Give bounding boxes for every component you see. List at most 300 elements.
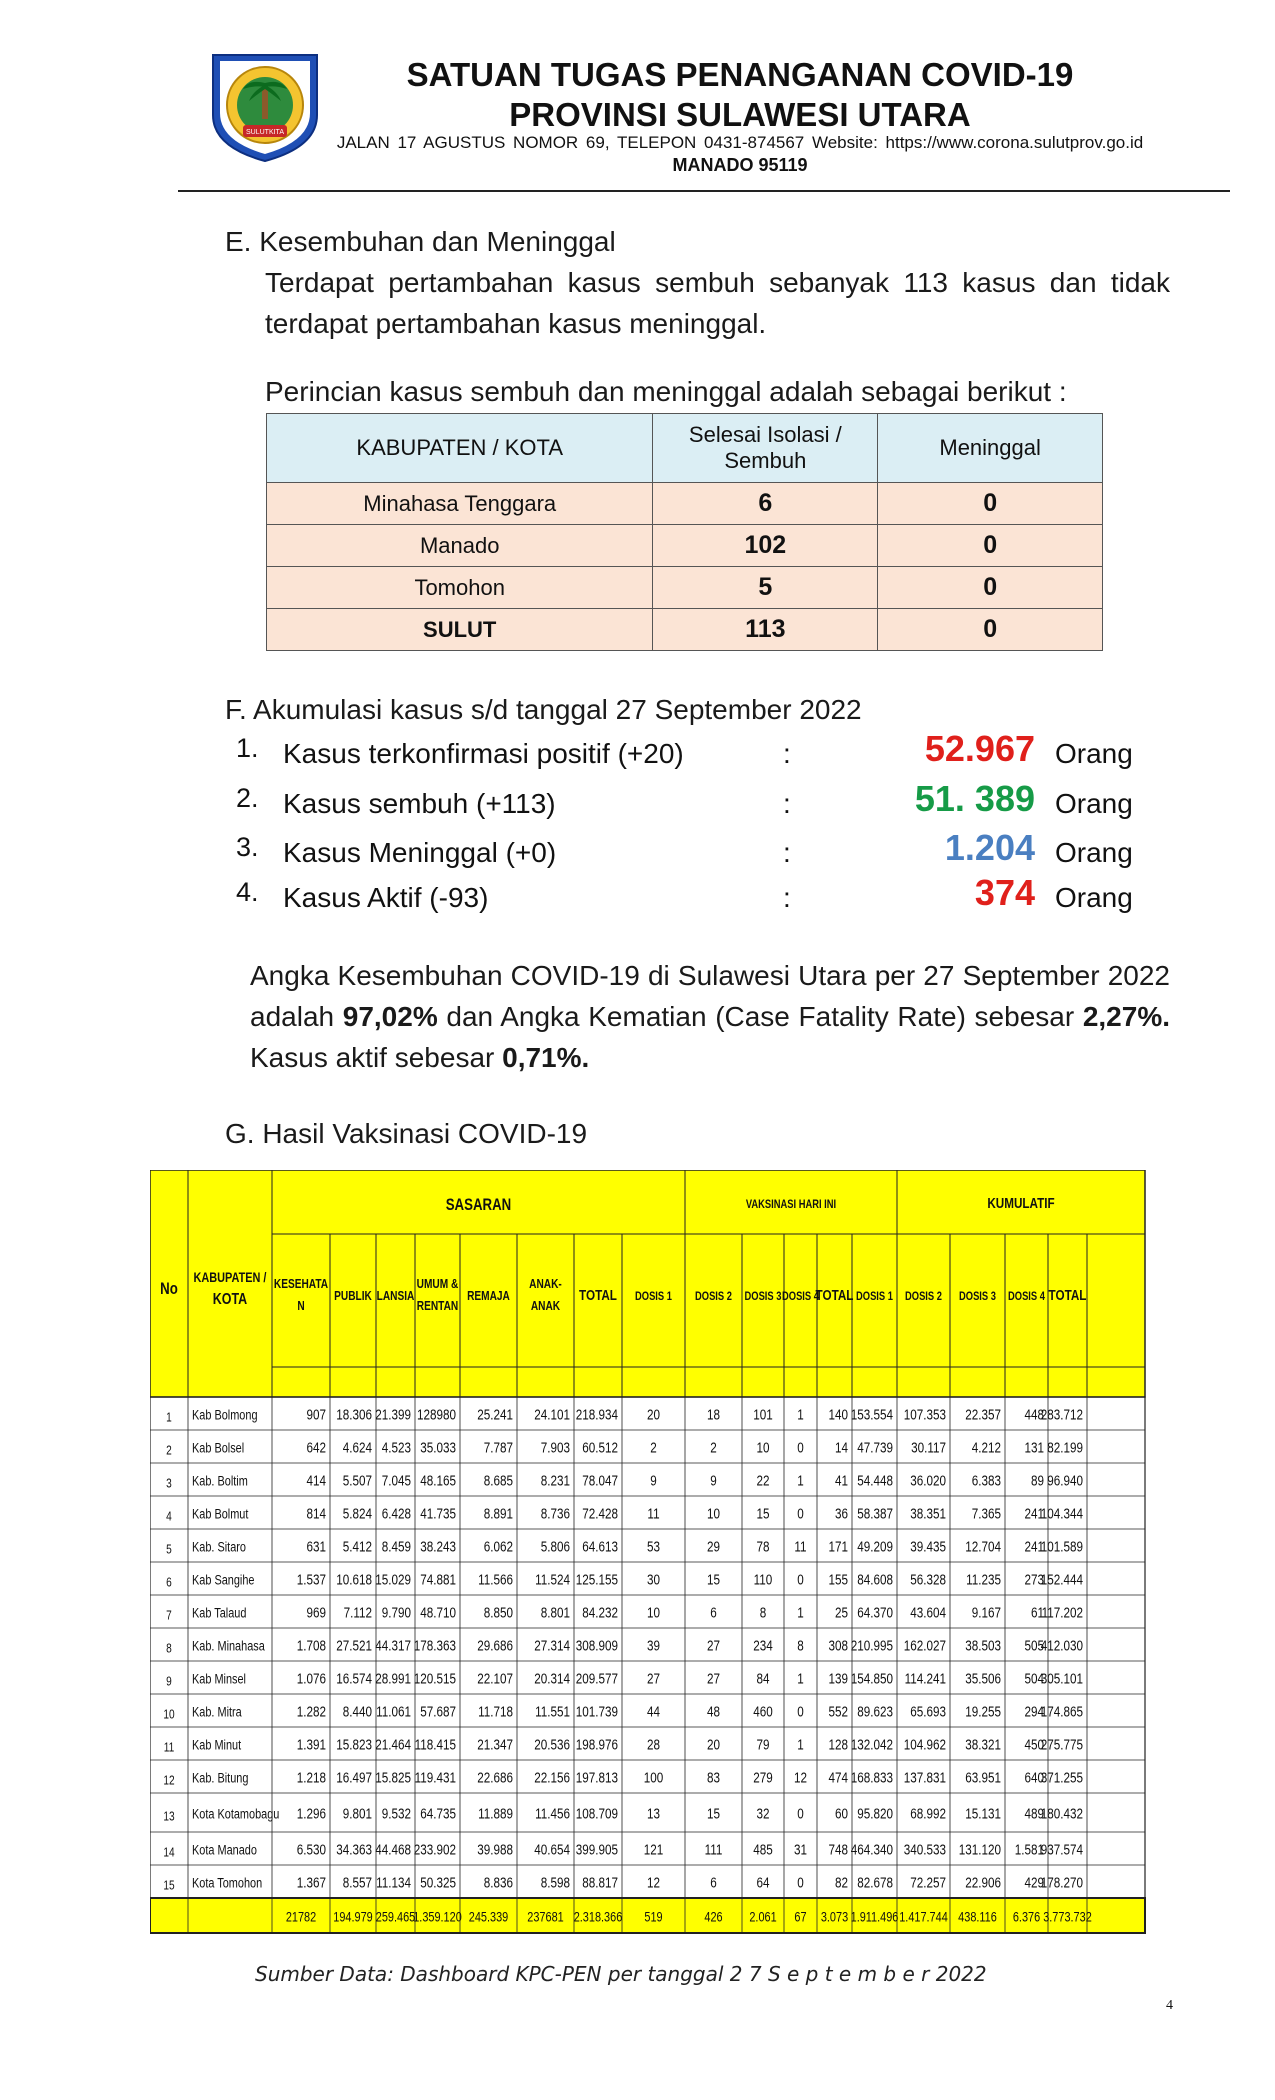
item-label: Kasus terkonfirmasi positif (+20): [283, 738, 684, 769]
item-value: 374: [974, 872, 1035, 913]
row-no-cell: 15: [163, 1878, 175, 1893]
row-value-cell: 178.363: [413, 1637, 456, 1654]
row-value-cell: 128: [828, 1736, 848, 1753]
row-value-cell: 11.718: [478, 1703, 513, 1720]
row-value-cell: 15.825: [375, 1769, 411, 1786]
row-value-cell: 485: [753, 1841, 773, 1858]
item-unit: Orang: [1055, 738, 1133, 769]
row-no-cell: 14: [163, 1845, 175, 1860]
row-value-cell: 64: [756, 1874, 770, 1891]
row-value-cell: 36: [834, 1505, 848, 1522]
header-divider: [178, 190, 1230, 192]
group-header-sasaran: SASARAN: [445, 1195, 512, 1215]
row-value-cell: 1.076: [296, 1670, 326, 1687]
row-no-cell: 1: [166, 1410, 172, 1425]
province-title: PROVINSI SULAWESI UTARA: [509, 96, 971, 133]
row-value-cell: 20.314: [534, 1670, 570, 1687]
row-value-cell: 1.581: [1014, 1841, 1044, 1858]
total-value-cell: 519: [644, 1909, 663, 1925]
row-value-cell: 0: [797, 1805, 804, 1822]
row-name-cell: Kab. Bitung: [192, 1770, 249, 1786]
row-value-cell: 15: [756, 1505, 770, 1522]
header-cell: KABUPATEN / KOTA: [267, 414, 653, 483]
row-value-cell: 11.134: [376, 1874, 411, 1891]
row-value-cell: 47.739: [857, 1439, 893, 1456]
row-value-cell: 642: [306, 1439, 326, 1456]
row-no-cell: 3: [166, 1476, 172, 1491]
total-value-cell: 259.465: [375, 1909, 416, 1925]
row-name-cell: Kota Kotamobagu: [192, 1806, 280, 1822]
row-value-cell: 100: [643, 1769, 664, 1786]
row-value-cell: 20: [646, 1406, 661, 1423]
death-cell: 0: [878, 483, 1103, 525]
row-value-cell: 11.061: [376, 1703, 411, 1720]
row-value-cell: 9.801: [342, 1805, 372, 1822]
row-value-cell: 15.029: [375, 1571, 411, 1588]
row-value-cell: 178.270: [1040, 1874, 1083, 1891]
column-header: TOTAL: [1048, 1286, 1087, 1304]
row-value-cell: 748: [828, 1841, 848, 1858]
row-value-cell: 72.257: [910, 1874, 946, 1891]
row-value-cell: 814: [306, 1505, 326, 1522]
row-value-cell: 505: [1024, 1637, 1044, 1654]
row-value-cell: 1.708: [296, 1637, 326, 1654]
active-rate: 0,71%.: [502, 1042, 590, 1073]
column-header: DOSIS 3: [744, 1289, 782, 1304]
row-value-cell: 120.515: [413, 1670, 456, 1687]
row-value-cell: 119.431: [414, 1769, 456, 1786]
row-value-cell: 0: [797, 1439, 804, 1456]
row-value-cell: 414: [306, 1472, 326, 1489]
row-value-cell: 139: [828, 1670, 848, 1687]
row-value-cell: 49.209: [857, 1538, 893, 1555]
row-value-cell: 22.107: [477, 1670, 513, 1687]
row-value-cell: 9: [710, 1472, 717, 1489]
row-value-cell: 25: [834, 1604, 848, 1621]
row-value-cell: 131.120: [958, 1841, 1001, 1858]
row-value-cell: 95.820: [857, 1805, 893, 1822]
row-name-cell: Kab Bolmut: [192, 1506, 249, 1522]
row-value-cell: 234: [753, 1637, 773, 1654]
row-value-cell: 241: [1024, 1538, 1044, 1555]
row-value-cell: 6: [710, 1874, 717, 1891]
row-value-cell: 22.686: [477, 1769, 513, 1786]
row-value-cell: 107.353: [903, 1406, 946, 1423]
row-value-cell: 1.296: [296, 1805, 326, 1822]
row-value-cell: 18: [706, 1406, 721, 1423]
column-header-name: KOTA: [212, 1290, 248, 1309]
row-value-cell: 210.995: [850, 1637, 893, 1654]
row-value-cell: 50.325: [420, 1874, 456, 1891]
row-value-cell: 2: [650, 1439, 657, 1456]
row-value-cell: 8.850: [483, 1604, 513, 1621]
row-value-cell: 12.704: [965, 1538, 1001, 1555]
row-value-cell: 10: [706, 1505, 721, 1522]
row-value-cell: 11.566: [478, 1571, 513, 1588]
row-value-cell: 7.903: [540, 1439, 570, 1456]
row-value-cell: 10: [756, 1439, 770, 1456]
row-value-cell: 6.383: [971, 1472, 1001, 1489]
row-value-cell: 8.891: [483, 1505, 513, 1522]
row-value-cell: 84: [756, 1670, 770, 1687]
row-value-cell: 48.710: [420, 1604, 456, 1621]
table-row: [267, 567, 1103, 609]
row-no-cell: 12: [163, 1773, 175, 1788]
total-value-cell: 3.773.732: [1043, 1909, 1092, 1925]
row-value-cell: 128980: [416, 1406, 456, 1423]
item-unit: Orang: [1055, 788, 1133, 819]
row-value-cell: 21.464: [375, 1736, 411, 1753]
row-value-cell: 36.020: [910, 1472, 946, 1489]
row-value-cell: 8.459: [381, 1538, 411, 1555]
table-row: [267, 483, 1103, 525]
recovered-cell: 5: [653, 567, 878, 609]
column-header: DOSIS 1: [635, 1289, 672, 1304]
row-value-cell: 114.241: [904, 1670, 946, 1687]
row-value-cell: 11.551: [535, 1703, 570, 1720]
row-value-cell: 29.686: [477, 1637, 513, 1654]
row-value-cell: 72.428: [582, 1505, 618, 1522]
row-value-cell: 5.507: [342, 1472, 372, 1489]
row-value-cell: 907: [306, 1406, 326, 1423]
row-value-cell: 0: [797, 1571, 804, 1588]
row-value-cell: 83: [706, 1769, 721, 1786]
row-value-cell: 78: [756, 1538, 770, 1555]
row-value-cell: 78.047: [582, 1472, 618, 1489]
column-header: ANAK: [530, 1298, 561, 1314]
row-value-cell: 1: [797, 1406, 804, 1423]
group-header-kumulatif: KUMULATIF: [987, 1194, 1055, 1212]
row-value-cell: 0: [797, 1703, 804, 1720]
total-value-cell: 3.073: [820, 1909, 849, 1925]
item-label: Kasus Aktif (-93): [283, 882, 489, 913]
row-name-cell: Kota Manado: [192, 1842, 257, 1858]
column-header-no: No: [160, 1279, 178, 1299]
row-value-cell: 7.112: [343, 1604, 372, 1621]
row-value-cell: 15: [706, 1571, 721, 1588]
column-header: PUBLIK: [334, 1288, 372, 1304]
recovered-cell: 6: [653, 483, 878, 525]
row-value-cell: 1: [797, 1736, 804, 1753]
row-value-cell: 11.456: [535, 1805, 570, 1822]
row-value-cell: 39.435: [910, 1538, 946, 1555]
row-value-cell: 8.440: [342, 1703, 372, 1720]
source-note: Sumber Data: Dashboard KPC-PEN per tanggal 2 7 S e p t e m b e r 2022: [255, 1962, 987, 1986]
row-value-cell: 8: [797, 1637, 804, 1654]
row-value-cell: 22.156: [534, 1769, 570, 1786]
row-value-cell: 22.906: [965, 1874, 1001, 1891]
item-value: 1.204: [944, 827, 1035, 868]
row-value-cell: 101: [753, 1406, 773, 1423]
row-value-cell: 35.506: [965, 1670, 1001, 1687]
row-value-cell: 34.363: [336, 1841, 372, 1858]
row-value-cell: 24.101: [534, 1406, 570, 1423]
column-header-name: KABUPATEN /: [193, 1269, 267, 1286]
recovery-rate: 97,02%: [342, 1001, 438, 1032]
row-value-cell: 16.497: [336, 1769, 372, 1786]
row-value-cell: 22.357: [965, 1406, 1001, 1423]
row-value-cell: 79: [756, 1736, 770, 1753]
row-value-cell: 11: [647, 1505, 660, 1522]
group-header-hari-ini: VAKSINASI HARI INI: [745, 1197, 837, 1212]
total-value-cell: 237681: [527, 1909, 564, 1925]
row-value-cell: 121: [643, 1841, 664, 1858]
table-header-row: [267, 414, 1103, 483]
column-header: ANAK-: [529, 1276, 562, 1292]
row-value-cell: 308: [828, 1637, 848, 1654]
row-value-cell: 132.042: [850, 1736, 893, 1753]
column-header: N: [297, 1298, 305, 1314]
row-value-cell: 969: [306, 1604, 326, 1621]
row-value-cell: 54.448: [857, 1472, 893, 1489]
row-value-cell: 8.836: [483, 1874, 513, 1891]
total-value-cell: 1.417.744: [899, 1909, 948, 1925]
row-value-cell: 9.790: [381, 1604, 411, 1621]
recovered-cell: 102: [653, 525, 878, 567]
row-value-cell: 8.801: [540, 1604, 570, 1621]
row-name-cell: Kab. Mitra: [192, 1704, 242, 1720]
row-value-cell: 273: [1024, 1571, 1044, 1588]
row-value-cell: 474: [828, 1769, 848, 1786]
total-value-cell: 438.116: [958, 1909, 997, 1925]
row-value-cell: 9.167: [971, 1604, 1001, 1621]
row-no-cell: 13: [163, 1809, 175, 1824]
row-value-cell: 38.321: [965, 1736, 1001, 1753]
row-value-cell: 305.101: [1040, 1670, 1083, 1687]
row-value-cell: 60: [834, 1805, 848, 1822]
region-cell: Tomohon: [267, 567, 653, 609]
row-value-cell: 12: [793, 1769, 808, 1786]
row-value-cell: 110: [753, 1571, 773, 1588]
column-header: DOSIS 2: [695, 1289, 732, 1304]
row-value-cell: 6.062: [483, 1538, 513, 1555]
row-value-cell: 11.889: [478, 1805, 513, 1822]
row-value-cell: 131: [1024, 1439, 1044, 1456]
row-value-cell: 111: [704, 1841, 723, 1858]
row-value-cell: 162.027: [903, 1637, 946, 1654]
row-value-cell: 41: [834, 1472, 848, 1489]
row-value-cell: 241: [1024, 1505, 1044, 1522]
row-value-cell: 15.823: [336, 1736, 372, 1753]
row-value-cell: 38.503: [965, 1637, 1001, 1654]
row-value-cell: 283.712: [1040, 1406, 1083, 1423]
row-value-cell: 153.554: [850, 1406, 893, 1423]
row-value-cell: 38.351: [910, 1505, 946, 1522]
row-value-cell: 30: [646, 1571, 661, 1588]
row-value-cell: 552: [828, 1703, 848, 1720]
page-number: 4: [1166, 1998, 1173, 2013]
recovered-cell: 113: [653, 609, 878, 651]
row-no-cell: 2: [166, 1443, 172, 1458]
row-value-cell: 1: [797, 1472, 804, 1489]
row-value-cell: 64.370: [857, 1604, 893, 1621]
total-value-cell: 2.061: [749, 1909, 777, 1925]
row-value-cell: 43.604: [910, 1604, 946, 1621]
row-value-cell: 48.165: [420, 1472, 456, 1489]
region-cell: SULUT: [267, 609, 653, 651]
recovery-death-table: [266, 413, 1103, 651]
row-value-cell: 0: [797, 1874, 804, 1891]
row-value-cell: 1: [797, 1670, 804, 1687]
row-value-cell: 294: [1024, 1703, 1044, 1720]
province-logo: [205, 45, 325, 165]
row-value-cell: 174.865: [1040, 1703, 1083, 1720]
row-value-cell: 233.902: [413, 1841, 456, 1858]
row-value-cell: 18.306: [336, 1406, 372, 1423]
row-name-cell: Kota Tomohon: [192, 1875, 263, 1891]
row-value-cell: 125.155: [575, 1571, 618, 1588]
row-value-cell: 89.623: [857, 1703, 893, 1720]
row-value-cell: 60.512: [582, 1439, 618, 1456]
row-value-cell: 74.881: [420, 1571, 456, 1588]
fatality-rate: 2,27%.: [1082, 1001, 1170, 1032]
row-value-cell: 27.314: [534, 1637, 570, 1654]
row-value-cell: 8.231: [540, 1472, 570, 1489]
column-header: LANSIA: [376, 1288, 415, 1304]
total-value-cell: 1.911.496: [850, 1909, 899, 1925]
row-value-cell: 63.951: [965, 1769, 1001, 1786]
row-value-cell: 1.367: [296, 1874, 326, 1891]
row-value-cell: 6.428: [381, 1505, 411, 1522]
row-value-cell: 44.468: [375, 1841, 411, 1858]
row-value-cell: 12: [646, 1874, 661, 1891]
row-value-cell: 8.736: [540, 1505, 570, 1522]
row-value-cell: 308.909: [575, 1637, 618, 1654]
row-name-cell: Kab Bolsel: [192, 1440, 245, 1456]
row-value-cell: 30.117: [911, 1439, 946, 1456]
total-value-cell: 21782: [285, 1909, 317, 1925]
table-total-row: [267, 609, 1103, 651]
row-value-cell: 6.530: [296, 1841, 326, 1858]
row-value-cell: 180.432: [1040, 1805, 1083, 1822]
rates-paragraph: Angka Kesembuhan COVID-19 di Sulawesi Utara per 27 September 2022 adalah 97,02% dan Angka Kematian (Case Fatality Rate) sebesar 2,27%. Kasus aktif sebesar 0,71%.: [250, 960, 1170, 1073]
row-value-cell: 31: [793, 1841, 808, 1858]
item-number: 3.: [236, 832, 259, 862]
row-name-cell: Kab Sangihe: [192, 1572, 255, 1588]
column-header: TOTAL: [579, 1286, 617, 1304]
row-value-cell: 7.365: [971, 1505, 1001, 1522]
item-colon: :: [783, 738, 791, 769]
row-value-cell: 35.033: [420, 1439, 456, 1456]
row-value-cell: 8.557: [342, 1874, 372, 1891]
province-emblem-icon: [205, 45, 325, 165]
row-name-cell: Kab Minsel: [192, 1671, 246, 1687]
row-value-cell: 89: [1030, 1472, 1044, 1489]
row-value-cell: 1: [797, 1604, 804, 1621]
row-name-cell: Kab. Boltim: [192, 1473, 248, 1489]
row-value-cell: 5.824: [342, 1505, 372, 1522]
row-value-cell: 21.347: [477, 1736, 513, 1753]
item-number: 2.: [236, 783, 259, 813]
row-value-cell: 7.045: [381, 1472, 411, 1489]
row-no-cell: 4: [166, 1509, 172, 1524]
column-header: DOSIS 1: [856, 1289, 893, 1304]
row-no-cell: 5: [166, 1542, 172, 1557]
row-value-cell: 8.685: [483, 1472, 513, 1489]
row-value-cell: 1.537: [296, 1571, 326, 1588]
row-value-cell: 1.218: [296, 1769, 326, 1786]
row-value-cell: 38.243: [420, 1538, 456, 1555]
item-colon: :: [783, 837, 791, 868]
item-colon: :: [783, 788, 791, 819]
total-value-cell: 1.359.120: [413, 1909, 462, 1925]
row-value-cell: 57.687: [420, 1703, 456, 1720]
row-no-cell: 10: [163, 1707, 175, 1722]
row-value-cell: 82.678: [857, 1874, 893, 1891]
row-value-cell: 20.536: [534, 1736, 570, 1753]
row-value-cell: 25.241: [477, 1406, 513, 1423]
row-value-cell: 64.735: [420, 1805, 456, 1822]
row-value-cell: 32: [756, 1805, 770, 1822]
row-value-cell: 15: [706, 1805, 721, 1822]
row-value-cell: 168.833: [850, 1769, 893, 1786]
death-cell: 0: [878, 525, 1103, 567]
region-cell: Minahasa Tenggara: [267, 483, 653, 525]
vaccination-table: [150, 1170, 1200, 1940]
item-number: 1.: [236, 733, 259, 763]
row-value-cell: 450: [1024, 1736, 1044, 1753]
row-value-cell: 154.850: [850, 1670, 893, 1687]
row-value-cell: 279: [753, 1769, 773, 1786]
row-no-cell: 7: [166, 1608, 172, 1623]
row-value-cell: 15.131: [965, 1805, 1001, 1822]
row-value-cell: 64.613: [582, 1538, 618, 1555]
row-no-cell: 9: [166, 1674, 172, 1689]
row-value-cell: 11.235: [966, 1571, 1001, 1588]
svg-text:SULUTKITA: SULUTKITA: [246, 129, 284, 136]
row-value-cell: 5.806: [540, 1538, 570, 1555]
row-value-cell: 340.533: [903, 1841, 946, 1858]
total-value-cell: 6.376: [1012, 1909, 1041, 1925]
total-value-cell: 67: [794, 1909, 807, 1925]
row-value-cell: 29: [706, 1538, 721, 1555]
row-value-cell: 28: [646, 1736, 661, 1753]
row-name-cell: Kab Bolmong: [192, 1407, 258, 1423]
row-value-cell: 40.654: [534, 1841, 570, 1858]
row-value-cell: 84.232: [582, 1604, 618, 1621]
header-cell: Meninggal: [878, 414, 1103, 483]
row-name-cell: Kab Talaud: [192, 1605, 247, 1621]
row-value-cell: 4.624: [342, 1439, 372, 1456]
row-value-cell: 104.962: [903, 1736, 946, 1753]
row-value-cell: 104.344: [1040, 1505, 1083, 1522]
row-value-cell: 171: [828, 1538, 848, 1555]
row-value-cell: 7.787: [483, 1439, 513, 1456]
row-value-cell: 0: [797, 1505, 804, 1522]
death-cell: 0: [878, 609, 1103, 651]
row-value-cell: 44.317: [375, 1637, 411, 1654]
row-no-cell: 8: [166, 1641, 172, 1656]
row-value-cell: 275.775: [1040, 1736, 1083, 1753]
row-value-cell: 22: [756, 1472, 770, 1489]
item-colon: :: [783, 882, 791, 913]
column-header: TOTAL: [815, 1286, 854, 1304]
row-value-cell: 58.387: [857, 1505, 893, 1522]
row-value-cell: 4.523: [381, 1439, 411, 1456]
row-value-cell: 68.992: [910, 1805, 946, 1822]
row-value-cell: 39.988: [477, 1841, 513, 1858]
row-value-cell: 197.813: [575, 1769, 618, 1786]
column-header: DOSIS 4: [1008, 1289, 1045, 1304]
row-value-cell: 460: [753, 1703, 773, 1720]
row-no-cell: 6: [166, 1575, 172, 1590]
column-header: KESEHATA: [273, 1276, 329, 1292]
section-e-paragraph: Terdapat pertambahan kasus sembuh sebanyak 113 kasus dan tidak terdapat pertambahan kasus meninggal.: [265, 267, 1170, 339]
row-value-cell: 27.521: [336, 1637, 372, 1654]
row-value-cell: 640: [1024, 1769, 1044, 1786]
city-line: MANADO 95119: [672, 155, 808, 175]
row-value-cell: 118.415: [414, 1736, 456, 1753]
